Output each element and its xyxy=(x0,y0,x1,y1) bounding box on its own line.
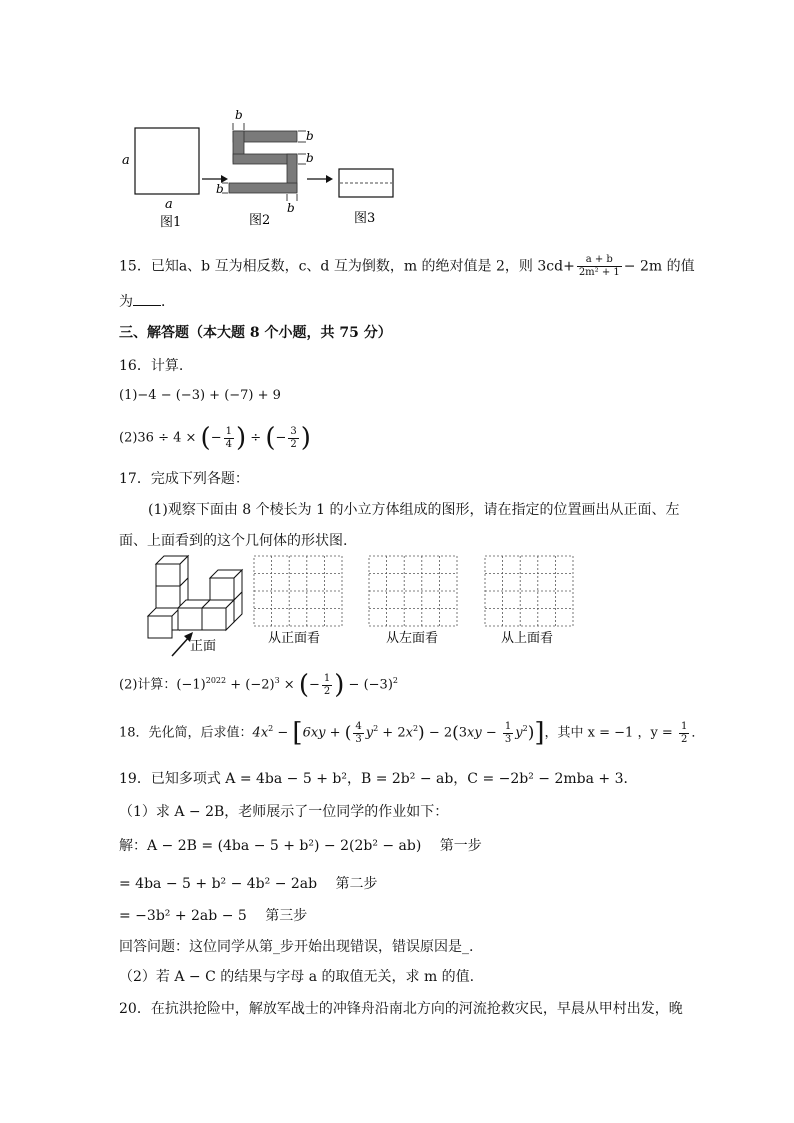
fig2-label-b-right2: b xyxy=(306,151,314,165)
q18: 18．先化简，后求值：$4x^2 - [6xy$ + ( $\frac{4}{3}$ $y^2 + 2x^2) - 2(3xy$ − $\frac{1}{3}$ $y^2$)]，其中 x = −1 ，y = $\frac{1}{2}$ ． xyxy=(119,718,705,748)
q19-part2: （2）若 A − C 的结果与字母 a 的取值无关，求 m 的值. xyxy=(119,969,475,985)
q17-title: 17．完成下列各题： xyxy=(119,471,249,487)
section-3-title: 三、解答题（本大题 8 个小题，共 75 分） xyxy=(119,325,392,341)
q19-answer: 回答问题：这位同学从第_步开始出现错误，错误原因是_. xyxy=(119,939,474,955)
front-label: 正面 xyxy=(190,639,217,654)
answer-blank[interactable] xyxy=(133,293,161,306)
q19-intro: 19．已知多项式 A = 4ba − 5 + b²，B = 2b² − ab，C = −2b² − 2mba + 3． xyxy=(119,771,638,787)
q19-part1: （1）求 A − 2B，老师展示了一位同学的作业如下： xyxy=(119,804,449,820)
label-top-view: 从上面看 xyxy=(501,631,554,646)
fig1-square xyxy=(135,128,199,194)
fig2-label-b-top: b xyxy=(235,108,243,122)
grid-left-view[interactable] xyxy=(369,556,457,626)
q16-title: 16．计算. xyxy=(119,358,184,374)
caption-fig3: 图3 xyxy=(354,211,376,226)
fig1-label-a-side: a xyxy=(122,153,130,168)
grid-top-view[interactable] xyxy=(485,556,573,626)
figure-squares-transform xyxy=(118,104,408,228)
fig2-label-b-right1: b xyxy=(306,129,314,143)
grid-front-view[interactable] xyxy=(254,556,342,626)
caption-fig2: 图2 xyxy=(249,213,271,228)
cube-solid xyxy=(148,556,242,638)
figure-cubes-and-grids xyxy=(140,552,610,658)
label-front-view: 从正面看 xyxy=(268,631,321,646)
q16-part1: (1)−4 − (−3) + (−7) + 9 xyxy=(119,388,281,403)
q19-step2: = 4ba − 5 + b² − 4b² − 2ab 第二步 xyxy=(119,876,378,892)
q15-fraction: $\frac{a + b}{\text{2m² + 1}}$ xyxy=(578,254,620,278)
q16-part2: (2)36 ÷ 4 × (− $\frac{1}{4}$ ) ÷ (− $\frac{3}{2}$ ) xyxy=(119,423,311,453)
q17-part1-line2: 面、上面看到的这个几何体的形状图. xyxy=(119,533,348,549)
fig1-label-a-bottom: a xyxy=(165,197,173,212)
q15-line1: 15．已知a、b 互为相反数，c、d 互为倒数，m 的绝对值是 2，则 3cd+ $\frac{a + b}{\text{2m² + 1}}$ − 2m 的值 xyxy=(119,254,695,278)
arrow-2-head xyxy=(326,175,333,183)
q17-part2: (2)计算：$(-1)^{2022} + (-2)^3$ × (− $\frac{1}{2}$ ) − $(-3)^2$ xyxy=(119,670,398,700)
q15-line2: 为 ． xyxy=(119,294,175,310)
fig2-label-b-left: b xyxy=(216,182,224,196)
fig2-s-shape xyxy=(229,131,297,193)
fig2-label-b-bottom: b xyxy=(287,201,295,215)
label-left-view: 从左面看 xyxy=(386,631,439,646)
q20-text: 20．在抗洪抢险中，解放军战士的冲锋舟沿南北方向的河流抢救灾民，早晨从甲村出发，晚 xyxy=(119,1001,683,1017)
q17-part1-line1: (1)观察下面由 8 个棱长为 1 的小立方体组成的图形，请在指定的位置画出从正面、左 xyxy=(148,502,680,518)
q19-step3: = −3b² + 2ab − 5 第三步 xyxy=(119,908,308,924)
q19-step1: 解：A − 2B = (4ba − 5 + b²) − 2(2b² − ab) 第一步 xyxy=(119,838,482,854)
caption-fig1: 图1 xyxy=(160,215,182,228)
